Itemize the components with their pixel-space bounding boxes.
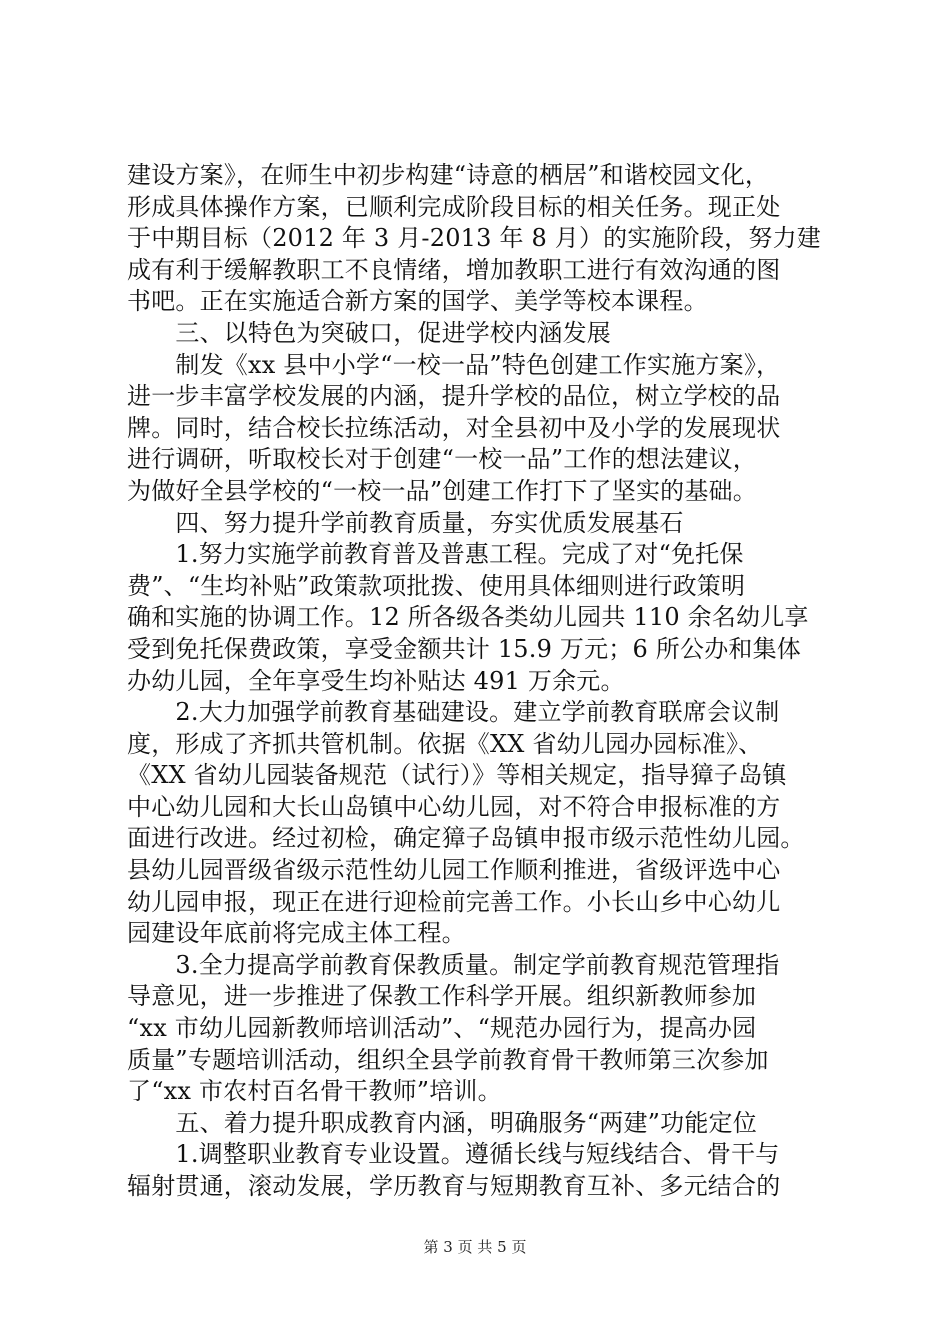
text-line: 面进行改进。经过初检，确定獐子岛镇申报市级示范性幼儿园。 bbox=[127, 824, 805, 853]
text-line: 质量”专题培训活动，组织全县学前教育骨干教师第三次参加 bbox=[127, 1045, 769, 1074]
text-line: 进行调研，听取校长对于创建“一校一品”工作的想法建议， bbox=[127, 445, 757, 474]
text-line: 度，形成了齐抓共管机制。依据《XX 省幼儿园办园标准》、 bbox=[127, 729, 763, 758]
text-line: 幼儿园申报，现正在进行迎检前完善工作。小长山乡中心幼儿 bbox=[127, 887, 781, 916]
text-line: 建设方案》，在师生中初步构建“诗意的栖居”和谐校园文化， bbox=[127, 161, 770, 189]
section-heading: 五、着力提升职成教育内涵，明确服务“两建”功能定位 bbox=[127, 1108, 757, 1137]
text-line: 1.调整职业教育专业设置。遵循长线与短线结合、骨干与 bbox=[127, 1140, 780, 1169]
page-footer: 第 3 页 共 5 页 bbox=[423, 1238, 527, 1256]
text-line: 费”、“生均补贴”政策款项批拨、使用具体细则进行政策明 bbox=[127, 571, 746, 600]
text-line: 为做好全县学校的“一校一品”创建工作打下了坚实的基础。 bbox=[127, 476, 757, 505]
text-line: 中心幼儿园和大长山岛镇中心幼儿园，对不符合申报标准的方 bbox=[127, 792, 781, 821]
text-line: 进一步丰富学校发展的内涵，提升学校的品位，树立学校的品 bbox=[127, 382, 781, 411]
text-line: 于中期目标（2012 年 3 月-2013 年 8 月）的实施阶段，努力建 bbox=[127, 224, 821, 253]
text-line: 书吧。正在实施适合新方案的国学、美学等校本课程。 bbox=[127, 287, 708, 316]
text-line: 导意见，进一步推进了保教工作科学开展。组织新教师参加 bbox=[127, 982, 757, 1011]
text-line: 园建设年底前将完成主体工程。 bbox=[127, 919, 466, 948]
text-line: “xx 市幼儿园新教师培训活动”、“规范办园行为，提高办园 bbox=[127, 1014, 757, 1043]
section-heading: 四、努力提升学前教育质量，夯实优质发展基石 bbox=[127, 508, 684, 537]
text-line: 形成具体操作方案，已顺利完成阶段目标的相关任务。现正处 bbox=[127, 192, 781, 221]
text-line: 牌。同时，结合校长拉练活动，对全县初中及小学的发展现状 bbox=[127, 413, 781, 442]
text-line: 办幼儿园，全年享受生均补贴达 491 万余元。 bbox=[127, 666, 625, 695]
section-heading: 三、以特色为突破口，促进学校内涵发展 bbox=[127, 318, 611, 347]
body-text bbox=[127, 160, 827, 1203]
text-line: 了“xx 市农村百名骨干教师”培训。 bbox=[127, 1077, 502, 1106]
text-line: 成有利于缓解教职工不良情绪，增加教职工进行有效沟通的图 bbox=[127, 255, 781, 284]
text-line: 辐射贯通，滚动发展，学历教育与短期教育互补、多元结合的 bbox=[127, 1172, 781, 1200]
text-line: 制发《xx 县中小学“一校一品”特色创建工作实施方案》， bbox=[127, 350, 781, 379]
text-line: 1.努力实施学前教育普及普惠工程。完成了对“免托保 bbox=[127, 540, 744, 569]
text-line: 确和实施的协调工作。12 所各级各类幼儿园共 110 余名幼儿享 bbox=[127, 603, 809, 632]
text-line: 3.全力提高学前教育保教质量。制定学前教育规范管理指 bbox=[127, 950, 780, 979]
text-line: 县幼儿园晋级省级示范性幼儿园工作顺利推进，省级评选中心 bbox=[127, 856, 781, 885]
text-line: 2.大力加强学前教育基础建设。建立学前教育联席会议制 bbox=[127, 698, 780, 727]
text-line: 受到免托保费政策，享受金额共计 15.9 万元；6 所公办和集体 bbox=[127, 634, 801, 663]
text-line: 《XX 省幼儿园装备规范（试行）》等相关规定，指导獐子岛镇 bbox=[127, 761, 787, 790]
